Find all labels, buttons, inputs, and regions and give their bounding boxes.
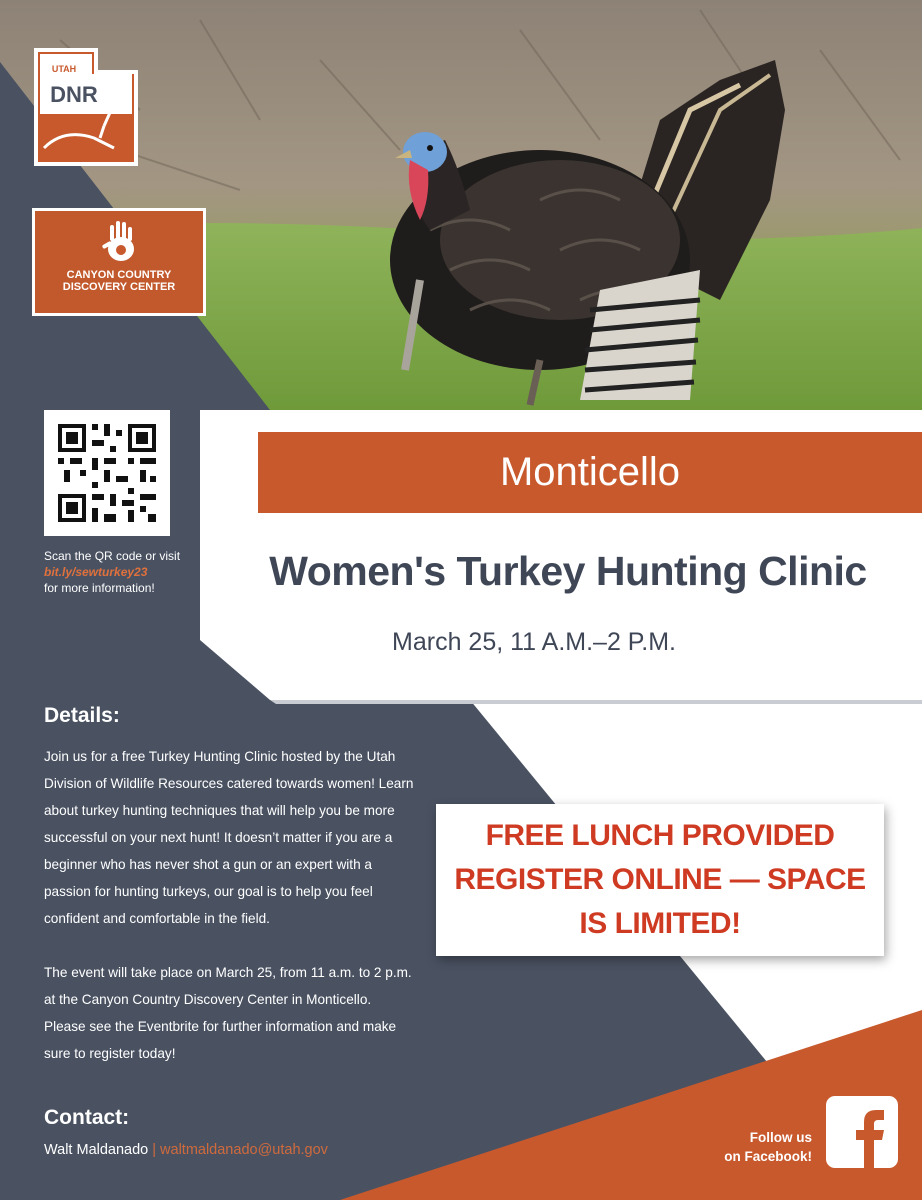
contact-heading: Contact: <box>44 1106 130 1129</box>
ccdc-line1: CANYON COUNTRY <box>66 269 172 281</box>
canyon-country-text <box>35 269 203 293</box>
details-heading: Details: <box>44 704 120 727</box>
canyon-country-logo <box>32 208 206 316</box>
facebook-line2: on Facebook! <box>724 1149 812 1164</box>
promo-line1: FREE LUNCH PROVIDED <box>485 819 835 852</box>
event-title: Women's Turkey Hunting Clinic <box>269 548 867 594</box>
contact-name: Walt Maldanado <box>44 1142 149 1158</box>
event-datetime: March 25, 11 A.M.–2 P.M. <box>392 628 676 656</box>
facebook-icon[interactable] <box>826 1096 898 1168</box>
details-paragraph-1: Join us for a free Turkey Hunting Clinic hosted by the Utah Division of Wildlife Resources catered towards women! Learn about turkey hunting techniques that will help you be more successful on your next hunt! It doesn’t matter if you are a beginner who has never shot a gun or an expert with a passion for hunting turkeys, our goal is to help you feel confident and comfortable in the field. <box>44 749 414 926</box>
ccdc-line2: DISCOVERY CENTER <box>62 281 176 293</box>
qr-link[interactable]: bit.ly/sewturkey23 <box>44 565 148 579</box>
qr-caption <box>44 548 204 596</box>
contact-separator: | <box>152 1142 157 1158</box>
contact-email-link[interactable]: waltmaldanado@utah.gov <box>160 1142 328 1158</box>
dnr-top-text: UTAH <box>51 64 77 74</box>
qr-code[interactable] <box>44 410 170 536</box>
promo-line3: IS LIMITED! <box>579 907 741 940</box>
handprint-icon <box>99 219 143 265</box>
utah-dnr-logo <box>34 48 138 166</box>
promo-box <box>436 804 884 956</box>
dnr-main-text: DNR <box>50 82 98 107</box>
qr-caption-line1: Scan the QR code or visit <box>44 549 181 563</box>
facebook-line1: Follow us <box>749 1130 812 1145</box>
facebook-prompt <box>700 1128 812 1166</box>
contact-line <box>44 1142 328 1158</box>
details-body <box>44 743 414 1094</box>
location-banner: Monticello <box>258 432 922 513</box>
promo-text <box>436 814 884 946</box>
details-paragraph-2: The event will take place on March 25, from 11 a.m. to 2 p.m. at the Canyon Country Discovery Center in Monticello. Please see the Eventbrite for further information and make sure to register today! <box>44 965 412 1061</box>
qr-caption-line3: for more information! <box>44 581 155 595</box>
promo-line2: REGISTER ONLINE — SPACE <box>454 863 866 896</box>
